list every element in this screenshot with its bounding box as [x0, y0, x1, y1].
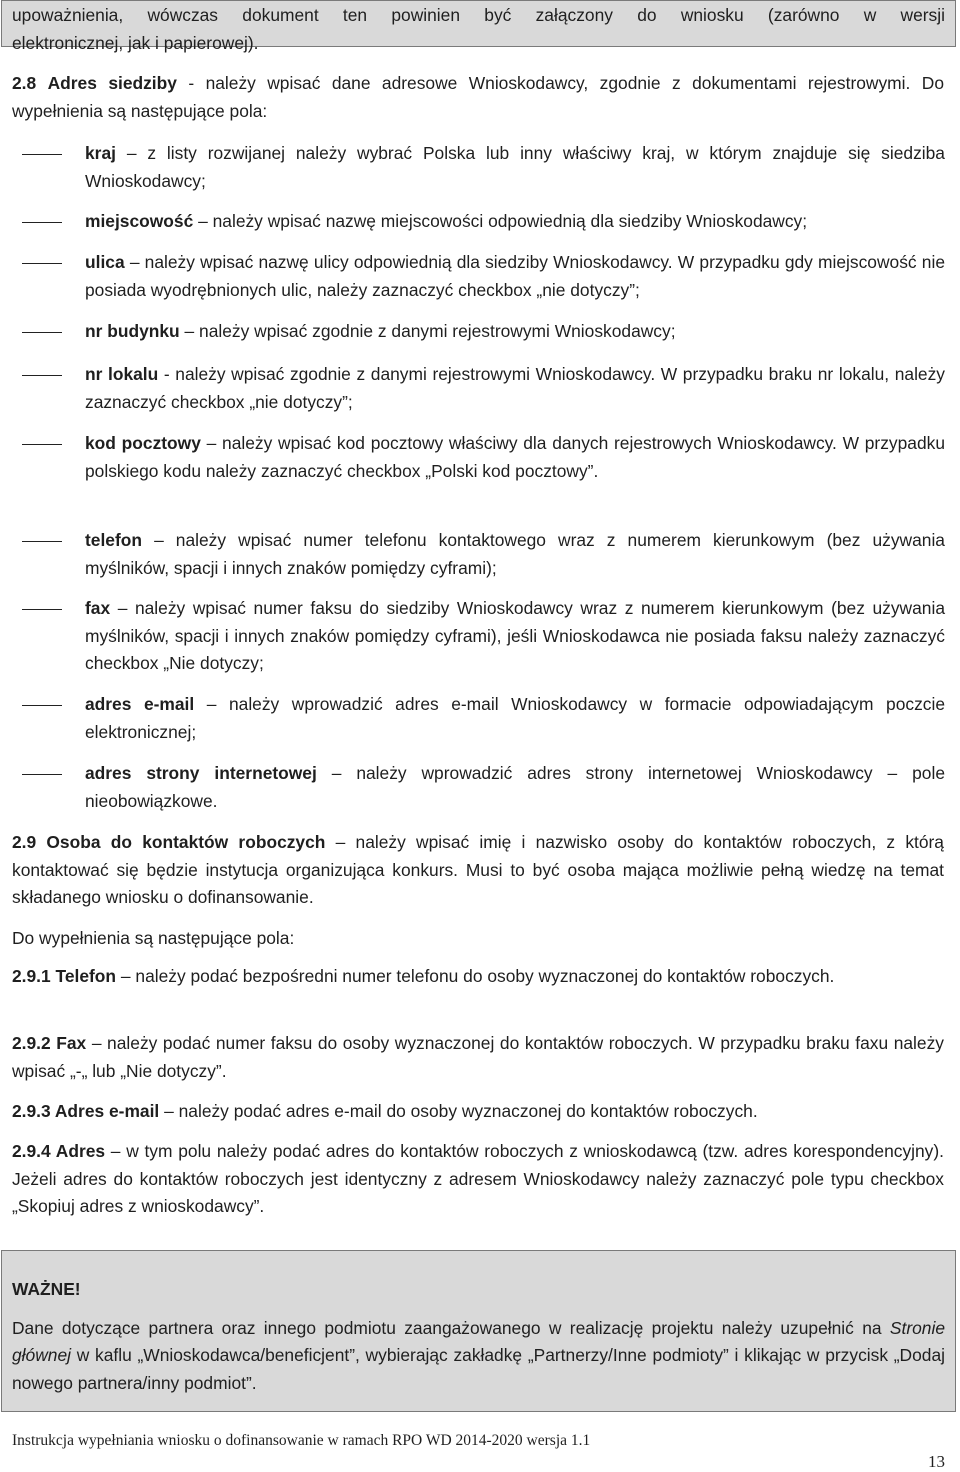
box-line-2: elektronicznej, jak i papierowej). — [12, 32, 259, 53]
section-2-9-3-title: 2.9.3 Adres e-mail — [12, 1101, 160, 1121]
dash-bullet — [22, 541, 62, 542]
field-item-miejscowosc — [85, 208, 945, 236]
field-term: adres e-mail — [85, 694, 195, 714]
section-2-8-title: Adres siedziby — [47, 73, 177, 93]
dash-bullet — [22, 332, 62, 333]
section-2-9-4-text: – w tym polu należy podać adres do kontaktów roboczych z wnioskodawcą (tzw. adres korespondencyjny). Jeżeli adres do kontaktów roboczych jest identyczny z adresem Wnioskodawcy należy zaznaczyć pole typu checkbox „Skopiuj adres z wnioskodawcy”. — [12, 1141, 944, 1216]
field-term: ulica — [85, 252, 125, 272]
footer-text: Instrukcja wypełniania wniosku o dofinansowanie w ramach RPO WD 2014-2020 wersja 1.1 — [12, 1432, 591, 1449]
section-2-9-title: 2.9 Osoba do kontaktów roboczych — [12, 832, 326, 852]
field-item-adres-email — [85, 691, 945, 746]
page-number: 13 — [928, 1452, 945, 1471]
dash-bullet — [22, 609, 62, 610]
dash-bullet — [22, 222, 62, 223]
important-note-box — [1, 1250, 956, 1412]
important-text — [12, 1315, 945, 1398]
section-2-8 — [12, 70, 944, 125]
field-desc: – należy wpisać numer telefonu kontaktowego wraz z numerem kierunkowym (bez używania myślników, spacji i innych znaków pomiędzy cyframi); — [85, 530, 945, 578]
field-item-kod-pocztowy — [85, 430, 945, 485]
section-2-9-4 — [12, 1138, 944, 1221]
section-2-9-2-text: – należy podać numer faksu do osoby wyznaczonej do kontaktów roboczych. W przypadku braku faxu należy wpisać „-„ lub „Nie dotyczy”. — [12, 1033, 944, 1081]
dash-bullet — [22, 444, 62, 445]
field-term: nr budynku — [85, 321, 180, 341]
field-term: kraj — [85, 143, 116, 163]
field-desc: – należy wpisać numer faksu do siedziby Wnioskodawcy wraz z numerem kierunkowym (bez używania myślników, spacji i innych znaków pomiędzy cyframi), jeśli Wnioskodawca nie posiada faksu należy zaznaczyć checkbox „Nie dotyczy; — [85, 598, 945, 673]
field-term: kod pocztowy — [85, 433, 201, 453]
field-item-nr-budynku — [85, 318, 945, 346]
field-item-nr-lokalu — [85, 361, 945, 416]
field-term: nr lokalu — [85, 364, 159, 384]
field-term: adres strony internetowej — [85, 763, 317, 783]
section-2-9-2-title: 2.9.2 Fax — [12, 1033, 87, 1053]
dash-bullet — [22, 263, 62, 264]
dash-bullet — [22, 375, 62, 376]
important-italic: Stronie głównej — [12, 1317, 945, 1365]
field-desc: - należy wpisać zgodnie z danymi rejestrowymi Wnioskodawcy. W przypadku braku nr lokalu, należy zaznaczyć checkbox „nie dotyczy”; — [85, 364, 945, 412]
field-desc: – należy wpisać nazwę ulicy odpowiednią dla siedziby Wnioskodawcy. W przypadku gdy miejscowość nie posiada wyodrębnionych ulic, należy zaznaczyć checkbox „nie dotyczy”; — [85, 252, 945, 300]
section-2-9-text: – należy wpisać imię i nazwisko osoby do kontaktów roboczych, z którą kontaktować się będzie instytucja organizująca konkurs. Musi to być osoba mająca możliwie pełną wiedzę na temat składanego wniosku o dofinansowanie. — [12, 832, 944, 907]
section-2-9 — [12, 829, 944, 912]
field-desc: – należy wprowadzić adres e-mail Wnioskodawcy w formacie odpowiadającym poczcie elektronicznej; — [85, 694, 945, 742]
field-desc: – należy wprowadzić adres strony internetowej Wnioskodawcy – pole nieobowiązkowe. — [85, 763, 945, 811]
field-term: telefon — [85, 530, 143, 550]
section-2-8-text: - należy wpisać dane adresowe Wnioskodawcy, zgodnie z dokumentami rejestrowymi. Do wypełnienia są następujące pola: — [12, 73, 944, 121]
field-desc: – należy wpisać zgodnie z danymi rejestrowymi Wnioskodawcy; — [184, 321, 676, 341]
field-desc: – należy wpisać kod pocztowy właściwy dla danych rejestrowych Wnioskodawcy. W przypadku polskiego kodu należy zaznaczyć checkbox „Polski kod pocztowy”. — [85, 433, 945, 481]
field-term: fax — [85, 598, 111, 618]
important-text-part-a: Dane dotyczące partnera oraz innego podmiotu zaangażowanego w realizację projektu należy uzupełnić na — [12, 1317, 882, 1338]
field-item-adres-strony — [85, 760, 945, 815]
field-desc: – należy wpisać nazwę miejscowości odpowiednią dla siedziby Wnioskodawcy; — [198, 211, 808, 231]
field-desc: – z listy rozwijanej należy wybrać Polska lub inny właściwy kraj, w którym znajduje się siedziba Wnioskodawcy; — [85, 143, 945, 191]
section-2-9-intro: Do wypełnienia są następujące pola: — [12, 928, 295, 948]
box-line-1: upoważnienia, wówczas dokument ten powinien być załączony do wniosku (zarówno w wersji — [12, 5, 945, 25]
important-text-part-b: w kaflu „Wnioskodawca/beneficjent”, wybierając zakładkę „Partnerzy/Inne podmioty” i klikając w przycisk „Dodaj nowego partnera/inny podmiot”. — [12, 1345, 945, 1393]
field-item-ulica — [85, 249, 945, 304]
continued-note-box — [1, 0, 956, 53]
section-2-9-3-text: – należy podać adres e-mail do osoby wyznaczonej do kontaktów roboczych. — [164, 1101, 758, 1121]
field-term: miejscowość — [85, 211, 194, 231]
dash-bullet — [22, 705, 62, 706]
section-2-9-3 — [12, 1098, 944, 1126]
dash-bullet — [22, 154, 62, 155]
section-2-9-2 — [12, 1030, 944, 1085]
field-item-telefon — [85, 527, 945, 582]
section-2-9-1 — [12, 963, 944, 991]
section-2-8-number: 2.8 — [12, 73, 37, 93]
field-item-fax — [85, 595, 945, 678]
section-2-9-1-text: – należy podać bezpośredni numer telefonu do osoby wyznaczonej do kontaktów roboczych. — [120, 966, 835, 986]
dash-bullet — [22, 774, 62, 775]
field-item-kraj — [85, 140, 945, 195]
important-heading: WAŻNE! — [12, 1279, 81, 1299]
section-2-9-1-title: 2.9.1 Telefon — [12, 966, 117, 986]
section-2-9-4-title: 2.9.4 Adres — [12, 1141, 106, 1161]
